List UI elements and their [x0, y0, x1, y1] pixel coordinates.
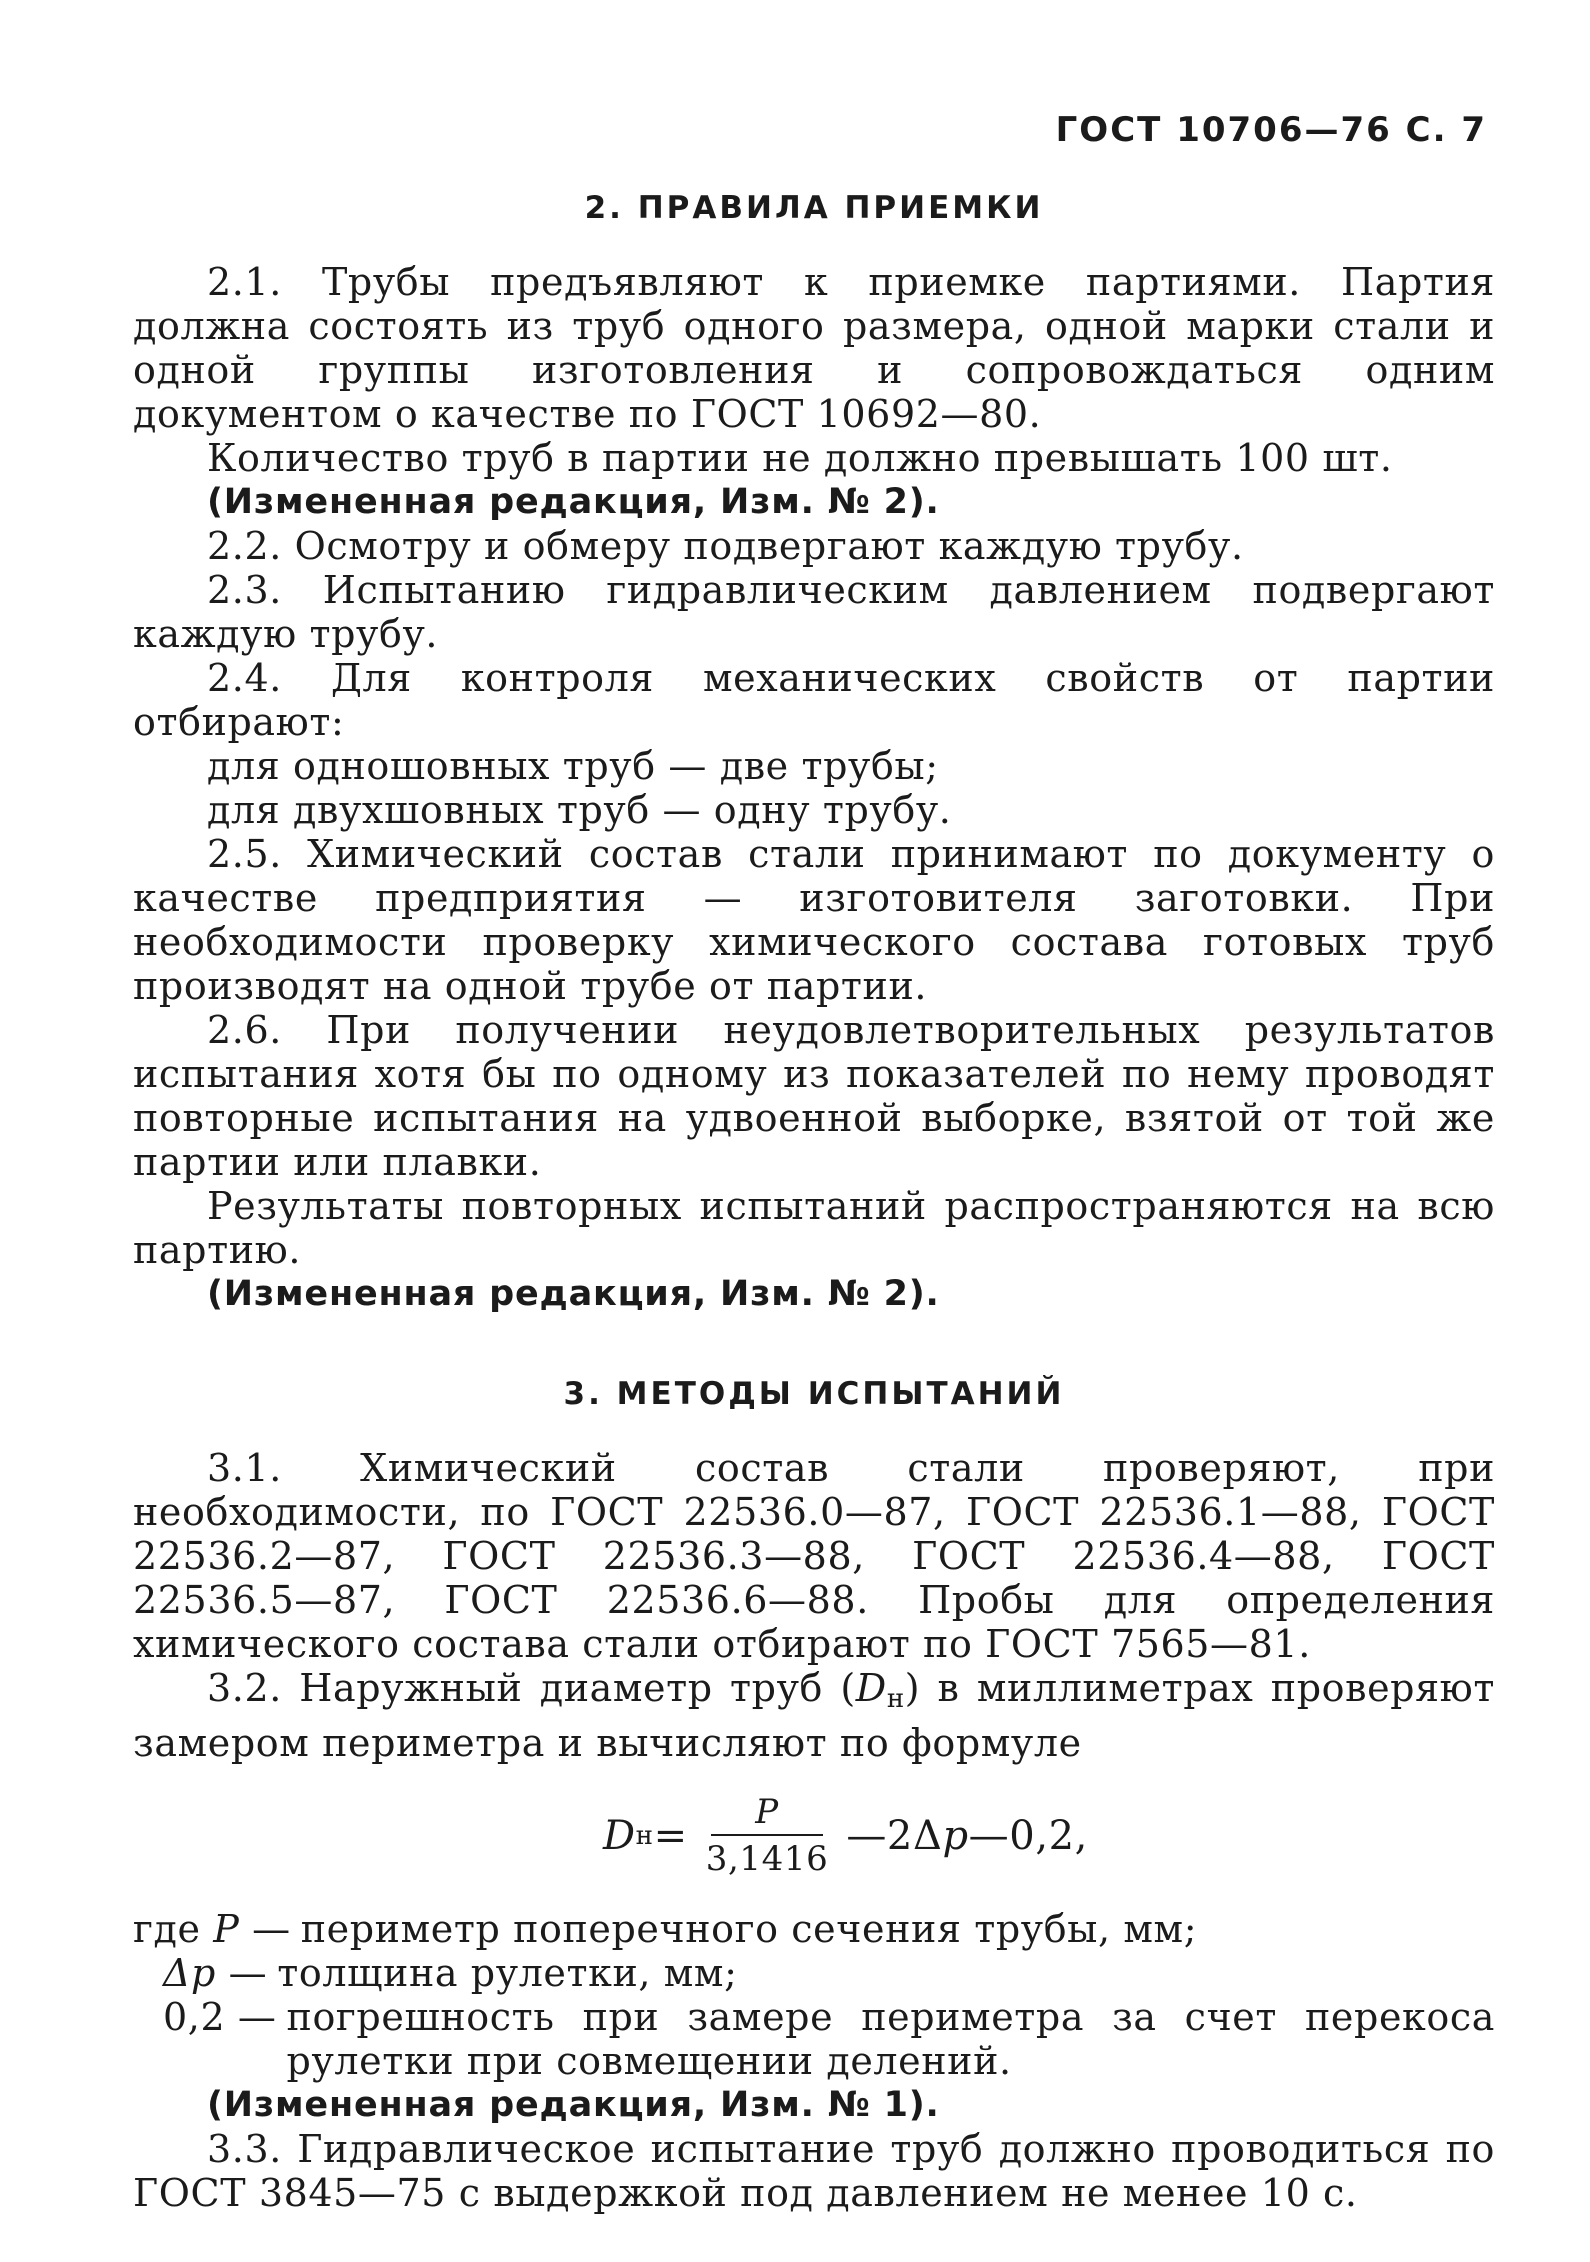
- legend-symbol: 0,2: [163, 1995, 226, 2039]
- legend-prefix: где: [133, 1907, 214, 1951]
- legend-symbol: Δp: [163, 1951, 216, 1995]
- legend-row: [133, 1907, 1495, 1951]
- clause-2-4: 2.4. Для контроля механических свойств от партии отбирают:: [133, 656, 1495, 744]
- clause-2-1: 2.1. Трубы предъявляют к приемке партиями. Партия должна состоять из труб одного размера, одной марки стали и одной группы изготовления и сопровождаться одним документом о качестве по ГОСТ 10692—80.: [133, 260, 1495, 436]
- formula-rest-a: —2Δ: [846, 1813, 943, 1859]
- formula-lhs-subscript: н: [635, 1821, 654, 1851]
- formula-lhs: D: [603, 1813, 636, 1859]
- amendment-note: (Измененная редакция, Изм. № 2).: [207, 1274, 940, 1314]
- section-2-title: 2. ПРАВИЛА ПРИЕМКИ: [584, 190, 1044, 226]
- clause-3-2-text-a: 3.2. Наружный диаметр труб (: [207, 1666, 856, 1710]
- clause-2-6-results: Результаты повторных испытаний распространяются на всю партию.: [133, 1184, 1495, 1272]
- diameter-symbol: D: [855, 1666, 887, 1710]
- legend-key: [133, 1907, 301, 1951]
- clause-2-2: 2.2. Осмотру и обмеру подвергают каждую трубу.: [207, 524, 1244, 568]
- diameter-subscript: н: [886, 1684, 905, 1714]
- formula-equals: =: [653, 1813, 688, 1859]
- clause-3-3: 3.3. Гидравлическое испытание труб должно проводиться по ГОСТ 3845—75 с выдержкой под давлением не менее 10 с.: [133, 2127, 1495, 2215]
- formula-rest-b: —0,2,: [968, 1813, 1088, 1859]
- clause-3-1: 3.1. Химический состав стали проверяют, при необходимости, по ГОСТ 22536.0—87, ГОСТ 22536.1—88, ГОСТ 22536.2—87, ГОСТ 22536.3—88, ГОСТ 22536.4—88, ГОСТ 22536.5—87, ГОСТ 22536.6—88. Пробы для определения химического состава стали отбирают по ГОСТ 7565—81.: [133, 1446, 1495, 1666]
- legend-text: периметр поперечного сечения трубы, мм;: [300, 1907, 1198, 1951]
- clause-2-4-double-seam: для двухшовных труб — одну трубу.: [207, 788, 952, 832]
- legend-row: [133, 1951, 1495, 1995]
- legend-text: толщина рулетки, мм;: [277, 1951, 738, 1995]
- diameter-formula: [603, 1781, 1495, 1891]
- legend-text: погрешность при замере периметра за счет перекоса рулетки при совмещении делений.: [286, 1995, 1495, 2083]
- section-3-title: 3. МЕТОДЫ ИСПЫТАНИЙ: [563, 1376, 1065, 1412]
- legend-dash: —: [239, 1907, 291, 1951]
- clause-2-3: 2.3. Испытанию гидравлическим давлением подвергают каждую трубу.: [133, 568, 1495, 656]
- clause-2-6: 2.6. При получении неудовлетворительных результатов испытания хотя бы по одному из показателей по нему проводят повторные испытания на удвоенной выборке, взятой от той же партии или плавки.: [133, 1008, 1495, 1184]
- legend-key: [133, 1995, 287, 2083]
- formula-denominator: 3,1416: [705, 1839, 829, 1879]
- legend-dash: —: [215, 1951, 268, 1995]
- formula-legend: [133, 1907, 1495, 2083]
- legend-key: [133, 1951, 277, 1995]
- clause-3-2: [133, 1666, 1495, 1765]
- clause-2-4-single-seam: для одношовных труб — две трубы;: [207, 744, 939, 788]
- clause-3-2-text-b: ) в миллиметрах проверяют замером периметра и вычисляют по формуле: [133, 1666, 1495, 1765]
- amendment-note: (Измененная редакция, Изм. № 1).: [207, 2085, 940, 2125]
- legend-symbol: P: [213, 1907, 240, 1951]
- legend-row: [133, 1995, 1495, 2083]
- amendment-note: (Измененная редакция, Изм. № 2).: [207, 482, 940, 522]
- clause-2-1-quantity: Количество труб в партии не должно превышать 100 шт.: [207, 436, 1393, 480]
- formula-numerator: P: [755, 1792, 779, 1832]
- formula-fraction: [700, 1790, 835, 1882]
- clause-2-5: 2.5. Химический состав стали принимают по документу о качестве предприятия — изготовителя заготовки. При необходимости проверку химического состава готовых труб производят на одной трубе от партии.: [133, 832, 1495, 1008]
- legend-dash: —: [225, 1995, 277, 2039]
- page-header: ГОСТ 10706—76 С. 7: [1055, 110, 1487, 150]
- formula-rest-p: p: [942, 1813, 969, 1859]
